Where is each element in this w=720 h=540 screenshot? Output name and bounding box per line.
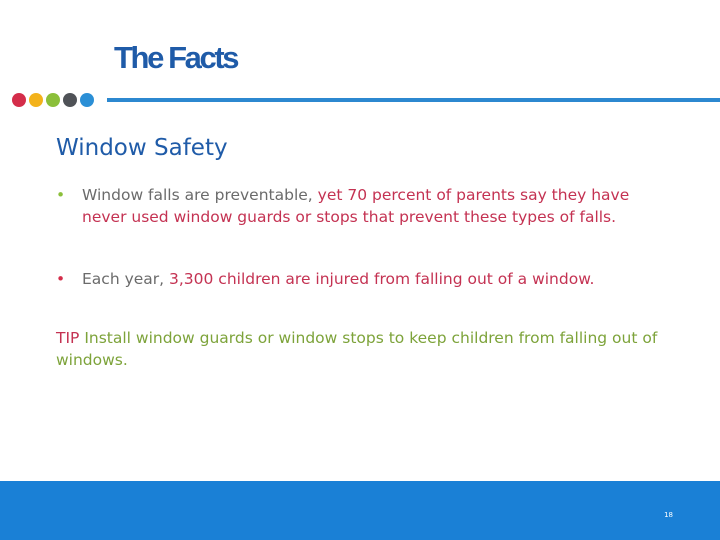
bullet-marker-icon: • <box>56 186 66 204</box>
dot-green-icon <box>46 93 60 107</box>
footer-bar <box>0 481 720 540</box>
bullet-item <box>56 184 676 228</box>
bullet-marker-icon: • <box>56 270 66 288</box>
slide-title: The Facts <box>114 40 238 75</box>
dot-blue-icon <box>80 93 94 107</box>
section-heading: Window Safety <box>56 135 228 161</box>
tip-text: Install window guards or window stops to keep children from falling out of windows. <box>56 329 658 369</box>
dot-red-icon <box>12 93 26 107</box>
dot-yellow-icon <box>29 93 43 107</box>
bullet-text: Window falls are preventable, <box>82 186 318 204</box>
title-divider <box>107 98 720 102</box>
tip-label: TIP <box>56 329 80 347</box>
bullet-highlight-text: yet 70 percent of parents say they have never used window guards or stops that prevent these types of falls. <box>82 186 630 226</box>
tip-paragraph <box>56 327 696 371</box>
bullet-text: Each year, <box>82 270 169 288</box>
bullet-item <box>56 268 676 290</box>
dot-dark-icon <box>63 93 77 107</box>
bullet-highlight-text: 3,300 children are injured from falling out of a window. <box>169 270 595 288</box>
page-number: 18 <box>664 511 673 519</box>
